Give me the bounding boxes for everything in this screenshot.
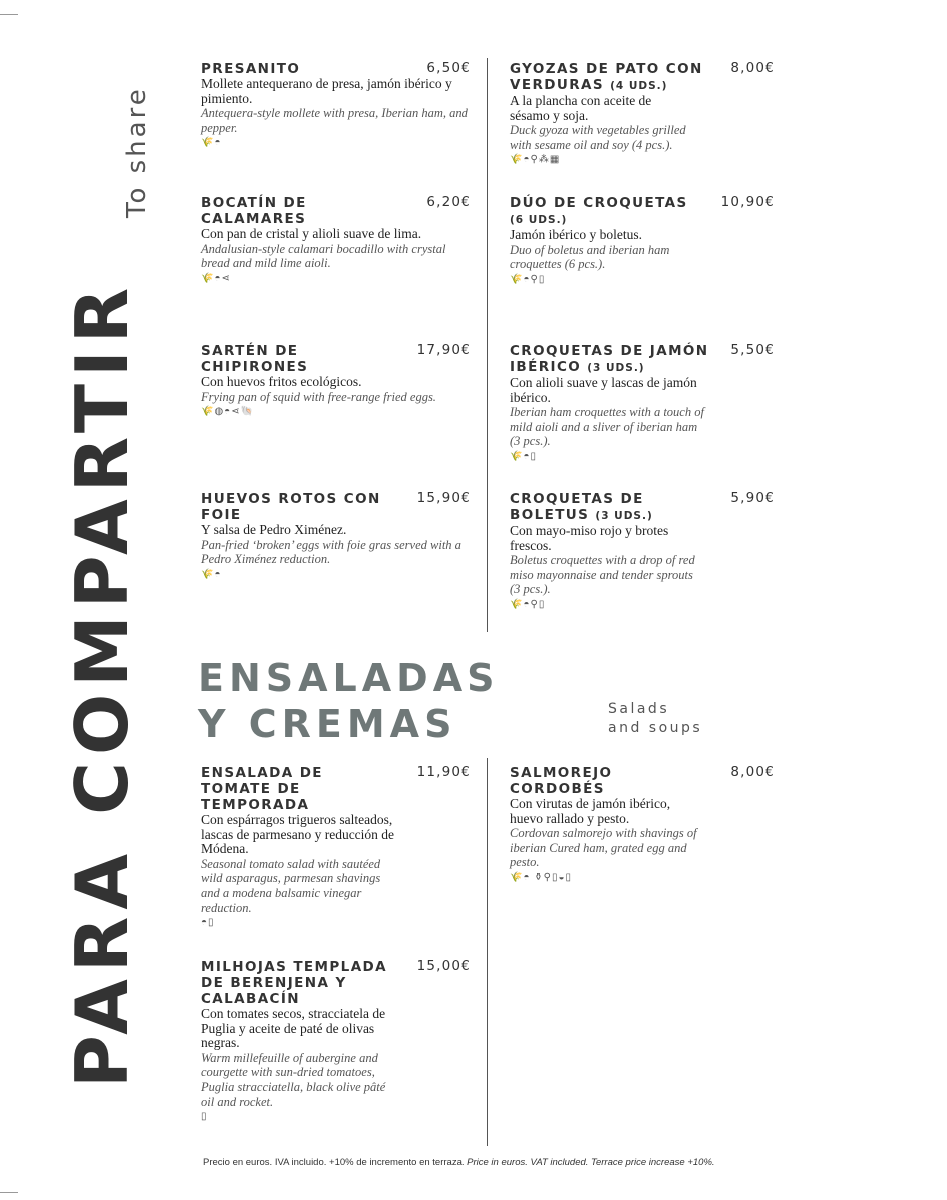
item-description-en: Warm millefeuille of aubergine and courgette with sun-dried tomatoes, Puglia stracciatella, black olive pâté oil and rocket.: [201, 1050, 386, 1109]
item-name: BOCATÍN DE CALAMARES: [201, 195, 307, 227]
item-price: 8,00€: [730, 60, 775, 76]
side-title: [60, 48, 152, 1088]
item-description-es: Con espárragos trigueros salteados, lascas de parmesano y reducción de Módena.: [201, 812, 395, 857]
price-footnote: Precio en euros. IVA incluido. +10% de incremento en terraza. Price in euros. VAT included. Terrace price increase +10%.: [203, 1157, 715, 1168]
item-price: 11,90€: [416, 764, 471, 780]
menu-item: [201, 343, 471, 420]
item-name: SALMOREJO CORDOBÉS: [510, 765, 613, 797]
item-name: PRESANITO: [201, 61, 301, 77]
item-description-es: Jamón ibérico y boletus.: [510, 227, 642, 242]
item-description-en: Antequera-style mollete with presa, Iberian ham, and pepper.: [201, 106, 468, 135]
menu-item: [201, 61, 471, 151]
item-description-es: Con tomates secos, stracciatela de Puglia y aceite de paté de olivas negras.: [201, 1006, 386, 1051]
item-price: 6,50€: [426, 60, 471, 76]
item-name: MILHOJAS TEMPLADA DE BERENJENA Y CALABACÍN: [201, 959, 387, 1007]
allergen-icons: 🌾◍◓⋖🐚: [201, 406, 255, 418]
item-description-en: Boletus croquettes with a drop of red miso mayonnaise and tender sprouts (3 pcs.).: [510, 553, 695, 597]
side-title-main: PARA COMPARTIR: [60, 280, 144, 1088]
item-description-en: Andalusian-style calamari bocadillo with crystal bread and mild lime aioli.: [201, 241, 446, 271]
item-price: 5,90€: [730, 490, 775, 506]
allergen-icons: 🌾◓: [201, 568, 222, 580]
item-description-es: Con pan de cristal y alioli suave de lima.: [201, 226, 422, 241]
item-description-en: Pan-fried ‘broken’ eggs with foie gras served with a Pedro Ximénez reduction.: [201, 537, 461, 567]
item-price: 6,20€: [426, 194, 471, 210]
item-price: 8,00€: [730, 764, 775, 780]
section-title: ENSALADAS Y CREMAS: [198, 656, 500, 746]
allergen-icons: 🌾◓⚲▯: [510, 598, 546, 610]
item-name: HUEVOS ROTOS CON FOIE: [201, 491, 381, 523]
item-description-es: Y salsa de Pedro Ximénez.: [201, 522, 347, 537]
menu-item: [201, 491, 471, 582]
item-description-es: A la plancha con aceite de sésamo y soja.: [510, 93, 652, 123]
menu-item: [510, 765, 775, 886]
column-divider: [487, 758, 488, 1146]
item-price: 5,50€: [730, 342, 775, 358]
item-description-en: Duo of boletus and iberian ham croquettes (6 pcs.).: [510, 242, 670, 272]
item-description-en: Frying pan of squid with free-range fried eggs.: [201, 389, 436, 404]
section-subtitle: Salads and soups: [608, 701, 703, 736]
item-name: GYOZAS DE PATO CON VERDURAS (4 UDS.): [510, 61, 703, 93]
item-description-es: Con alioli suave y lascas de jamón ibérico.: [510, 375, 697, 405]
crop-mark-bottom: [0, 1192, 18, 1193]
item-description-es: Mollete antequerano de presa, jamón ibérico y pimiento.: [201, 76, 452, 106]
crop-mark-top: [0, 14, 18, 15]
item-name: CROQUETAS DE BOLETUS (3 UDS.): [510, 491, 653, 523]
item-description-en: Iberian ham croquettes with a touch of mild aioli and a sliver of iberian ham (3 pcs.).: [510, 405, 704, 449]
item-name: DÚO DE CROQUETAS (6 UDS.): [510, 195, 688, 226]
allergen-icons: 🌾◓: [201, 137, 222, 149]
allergen-icons: 🌾◓⚲▯: [510, 273, 546, 285]
menu-item: [201, 765, 471, 931]
allergen-icons: 🌾◓⋖: [201, 272, 231, 284]
item-description-en: Duck gyoza with vegetables grilled with sesame oil and soy (4 pcs.).: [510, 123, 686, 152]
menu-item: [510, 343, 775, 465]
menu-item: [510, 61, 775, 168]
menu-item: [510, 195, 775, 287]
item-description-es: Con huevos fritos ecológicos.: [201, 374, 362, 389]
menu-item: [201, 195, 471, 286]
allergen-icons: 🌾◓ ⚱⚲▯◒▯: [510, 871, 573, 883]
column-divider: [487, 58, 488, 632]
item-description-en: Seasonal tomato salad with sautéed wild asparagus, parmesan shavings and a modena balsamic vinegar reduction.: [201, 856, 381, 915]
item-name: ENSALADA DE TOMATE DE TEMPORADA: [201, 765, 323, 813]
item-price: 10,90€: [720, 194, 775, 210]
item-name: CROQUETAS DE JAMÓN IBÉRICO (3 UDS.): [510, 343, 709, 375]
menu-item: [510, 491, 775, 613]
item-description-en: Cordovan salmorejo with shavings of iberian Cured ham, grated egg and pesto.: [510, 826, 697, 870]
side-title-sub: To share: [122, 86, 152, 218]
allergen-icons: ▯: [201, 1111, 208, 1123]
item-price: 15,00€: [416, 958, 471, 974]
allergen-icons: 🌾◓⚲⁂▦: [510, 154, 561, 166]
allergen-icons: 🌾◓▯: [510, 450, 537, 462]
item-description-es: Con virutas de jamón ibérico, huevo rallado y pesto.: [510, 796, 671, 826]
menu-item: [201, 959, 471, 1125]
item-description-es: Con mayo-miso rojo y brotes frescos.: [510, 523, 669, 553]
allergen-icons: ◓▯: [201, 917, 215, 929]
item-price: 17,90€: [416, 342, 471, 358]
item-price: 15,90€: [416, 490, 471, 506]
item-name: SARTÉN DE CHIPIRONES: [201, 343, 309, 375]
